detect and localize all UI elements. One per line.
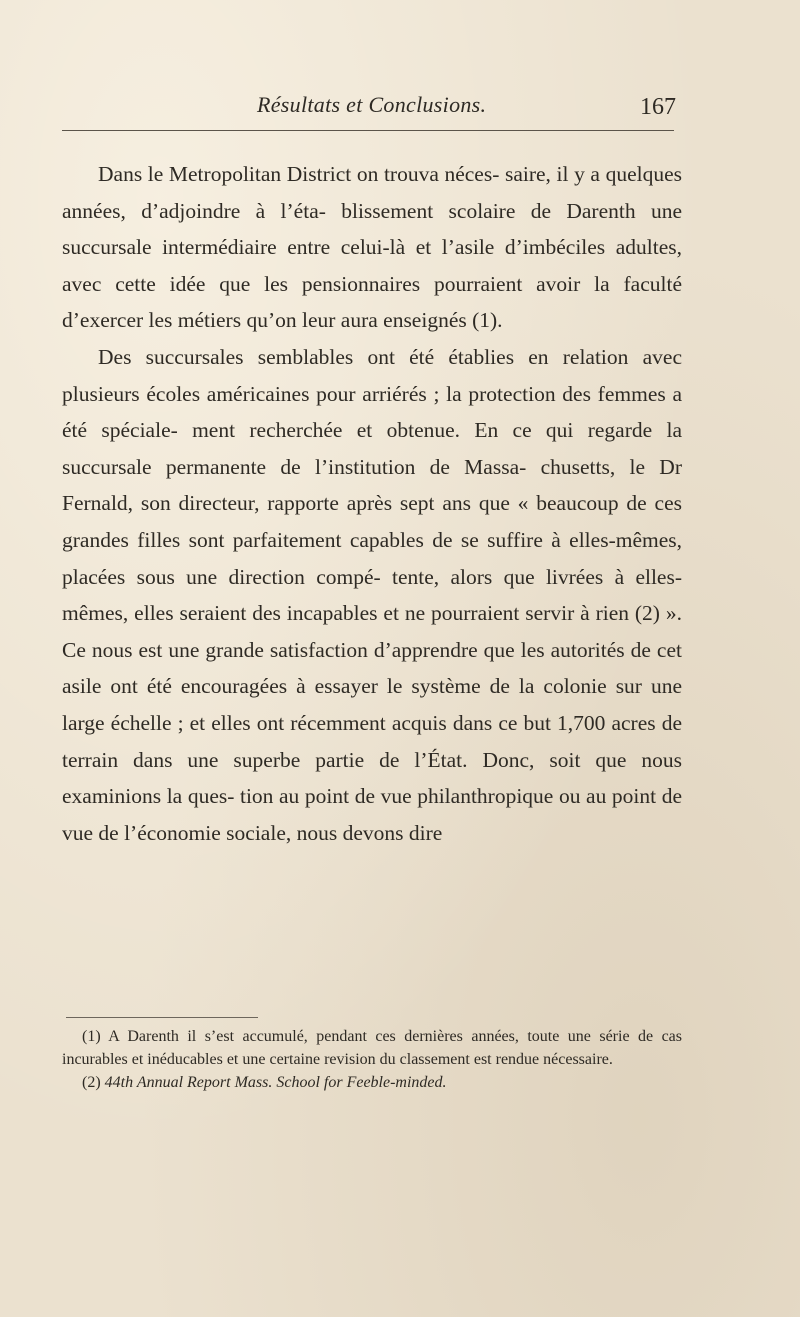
running-head-title: Résultats et Conclusions.	[257, 92, 487, 117]
footnote-2-reference: 44th Annual Report Mass. School for Feeble-minded.	[104, 1073, 447, 1091]
footnote-1: (1) A Darenth il s’est accumulé, pendant ces dernières années, toute une série de cas incurables et inéducables et une certaine revision du classement est rendue nécessaire.	[62, 1028, 682, 1068]
paragraph-2: Des succursales semblables ont été établies en relation avec plusieurs écoles américaines pour arriérés ; la protection des femmes a été spéciale- ment recherchée et obtenue. En ce qui regarde la succursale permanente de l’institution de Massa- chusetts, le Dr Fernald, son directeur, rapporte après sept ans que « beaucoup de ces grandes filles sont parfaitement capables de se suffire à elles-mêmes, placées sous une direction compé- tente, alors que livrées à elles-mêmes, elles seraient des incapables et ne pourraient servir à rien (2) ». Ce nous est une grande satisfaction d’apprendre que les autorités de cet asile ont été encouragées à essayer le système de la colonie sur une large échelle ; et elles ont récemment acquis dans ce but 1,700 acres de terrain dans une superbe partie de l’État. Donc, soit que nous examinions la ques- tion au point de vue philanthropique ou au point de vue de l’économie sociale, nous devons dire	[62, 344, 682, 845]
running-head	[62, 92, 682, 134]
paragraph-1: Dans le Metropolitan District on trouva néces- saire, il y a quelques années, d’adjoindre à l’éta- blissement scolaire de Darenth une succursale intermédiaire entre celui-là et l’asile d’imbéciles adultes, avec cette idée que les pensionnaires pourraient avoir la faculté d’exercer les métiers qu’on leur aura enseignés (1).	[62, 162, 682, 333]
page-number: 167	[640, 94, 676, 120]
header-rule	[62, 130, 674, 131]
footnote-2-number: (2)	[82, 1073, 101, 1091]
body-text	[62, 156, 682, 851]
footnotes	[62, 1026, 682, 1094]
footnote-rule	[66, 1017, 258, 1018]
footnote-2	[62, 1072, 682, 1095]
